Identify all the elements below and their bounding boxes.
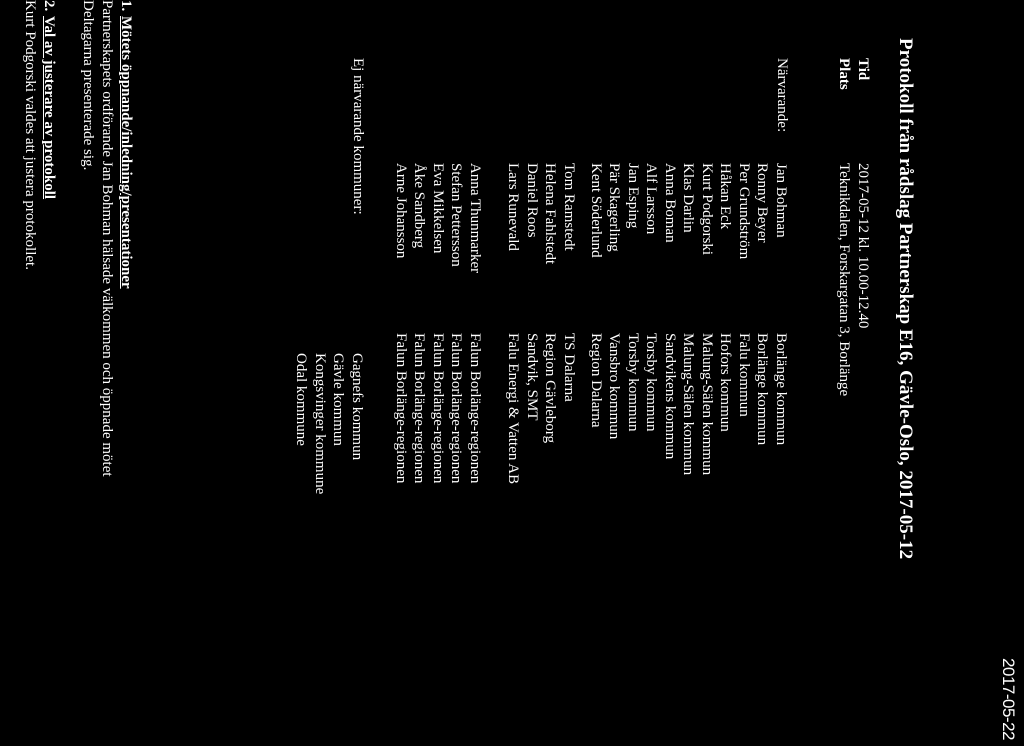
- attendee-org: Falu Energi & Vatten AB: [505, 333, 522, 485]
- agenda-item-number: 2.: [41, 0, 57, 12]
- agenda-item-title: Val av justerare av protokoll: [41, 16, 57, 200]
- absent-list: [292, 353, 366, 494]
- document-title: Protokoll från rådslag Partnerskap E16, Gävle-Oslo, 2017-05-12: [895, 38, 916, 560]
- attendee-org: Falun Borlänge-regionen: [393, 333, 409, 484]
- absent-label: Ej närvarande kommuner:: [350, 58, 366, 215]
- agenda-item-2-line-1: Kurt Podgorski valdes att justera protokollet.: [22, 0, 38, 270]
- attendee-org: Region Dalarna: [588, 333, 604, 428]
- list-item: Kongsvinger kommune: [312, 353, 328, 495]
- attendee-name: Klas Darlin: [680, 163, 697, 233]
- attendee-org: Region Gävleborg: [542, 333, 559, 444]
- attendee-name: Ronny Beyer: [754, 163, 771, 243]
- agenda-item-1-heading: [117, 0, 134, 289]
- attendee-org: TS Dalarna: [561, 333, 577, 402]
- attendee-org: Malung-Sälen kommun: [680, 333, 697, 476]
- attendee-name: Kurt Podgorski: [699, 163, 715, 256]
- attendee-name: Stefan Pettersson: [448, 163, 465, 267]
- attendee-name: Pär Skagerling: [606, 163, 623, 252]
- attendee-org: Torsby kommun: [643, 333, 660, 432]
- attendee-name: Jan Esping: [625, 163, 641, 229]
- agenda-item-1-line-1: Partnerskapets ordförande Jan Bohman hälsade välkommen och öppnade mötet: [99, 0, 115, 477]
- attendee-org: Vansbro kommun: [606, 333, 623, 440]
- attendee-name: Daniel Roos: [524, 163, 540, 238]
- attendee-name: Alf Larsson: [643, 163, 660, 235]
- attendee-name: Åke Sandberg: [411, 163, 428, 249]
- attendee-org: Malung-Sälen kommun: [699, 333, 715, 476]
- attendee-name: Arne Johansson: [393, 163, 409, 259]
- list-item: Odal kommune: [293, 353, 310, 446]
- attendee-org: Falun Borlänge-regionen: [467, 333, 483, 484]
- attendee-name: Eva Mikkelsen: [430, 163, 446, 254]
- plats-label: Plats: [836, 58, 852, 90]
- tid-value: 2017-05-12 kl. 10.00-12.40: [855, 163, 871, 329]
- agenda-item-number: 1.: [118, 0, 134, 12]
- attendee-name: Anna Boman: [662, 163, 678, 243]
- attendee-org: Falun Borlänge-regionen: [430, 333, 446, 484]
- attendee-org: Torsby kommun: [625, 333, 641, 432]
- date-stamp: 2017-05-22: [999, 658, 1018, 740]
- attendee-org: Borlänge kommun: [773, 333, 789, 446]
- attendee-org: Sandvikens kommun: [662, 333, 678, 460]
- attendee-name: Per Grundström: [736, 163, 752, 260]
- list-item: Gagnefs kommun: [349, 353, 365, 461]
- agenda-item-1-line-2: Deltagarna presenterade sig.: [80, 0, 96, 171]
- attendee-org: Hofors kommun: [717, 333, 734, 432]
- list-item: Gävle kommun: [330, 353, 347, 446]
- attendee-name: Håkan Eck: [717, 163, 734, 230]
- attendee-org: Borlänge kommun: [754, 333, 771, 446]
- attendee-name: Tom Ramstedt: [561, 163, 577, 251]
- attendee-name: Helena Fahlstedt: [542, 163, 559, 265]
- attendee-name: Lars Runevald: [505, 163, 522, 251]
- attendee-org: Falun Borlänge-regionen: [411, 333, 428, 484]
- plats-value: Teknikdalen, Forskargatan 3, Borlänge: [836, 163, 852, 397]
- attendee-org: Falu kommun: [736, 333, 752, 417]
- tid-label: Tid: [855, 58, 871, 81]
- attendee-name: Anna Thunmarker: [467, 163, 483, 274]
- attendee-org: Falun Borlänge-regionen: [448, 333, 465, 484]
- present-label: Närvarande:: [774, 58, 790, 133]
- attendee-name: Kent Söderlund: [588, 163, 604, 258]
- attendee-org: Sandvik, SMT: [524, 333, 540, 421]
- agenda-item-2-heading: [40, 0, 57, 199]
- agenda-item-title: Mötets öppnande/inledning/presentationer: [118, 16, 134, 289]
- attendee-name: Jan Bohman: [773, 163, 789, 238]
